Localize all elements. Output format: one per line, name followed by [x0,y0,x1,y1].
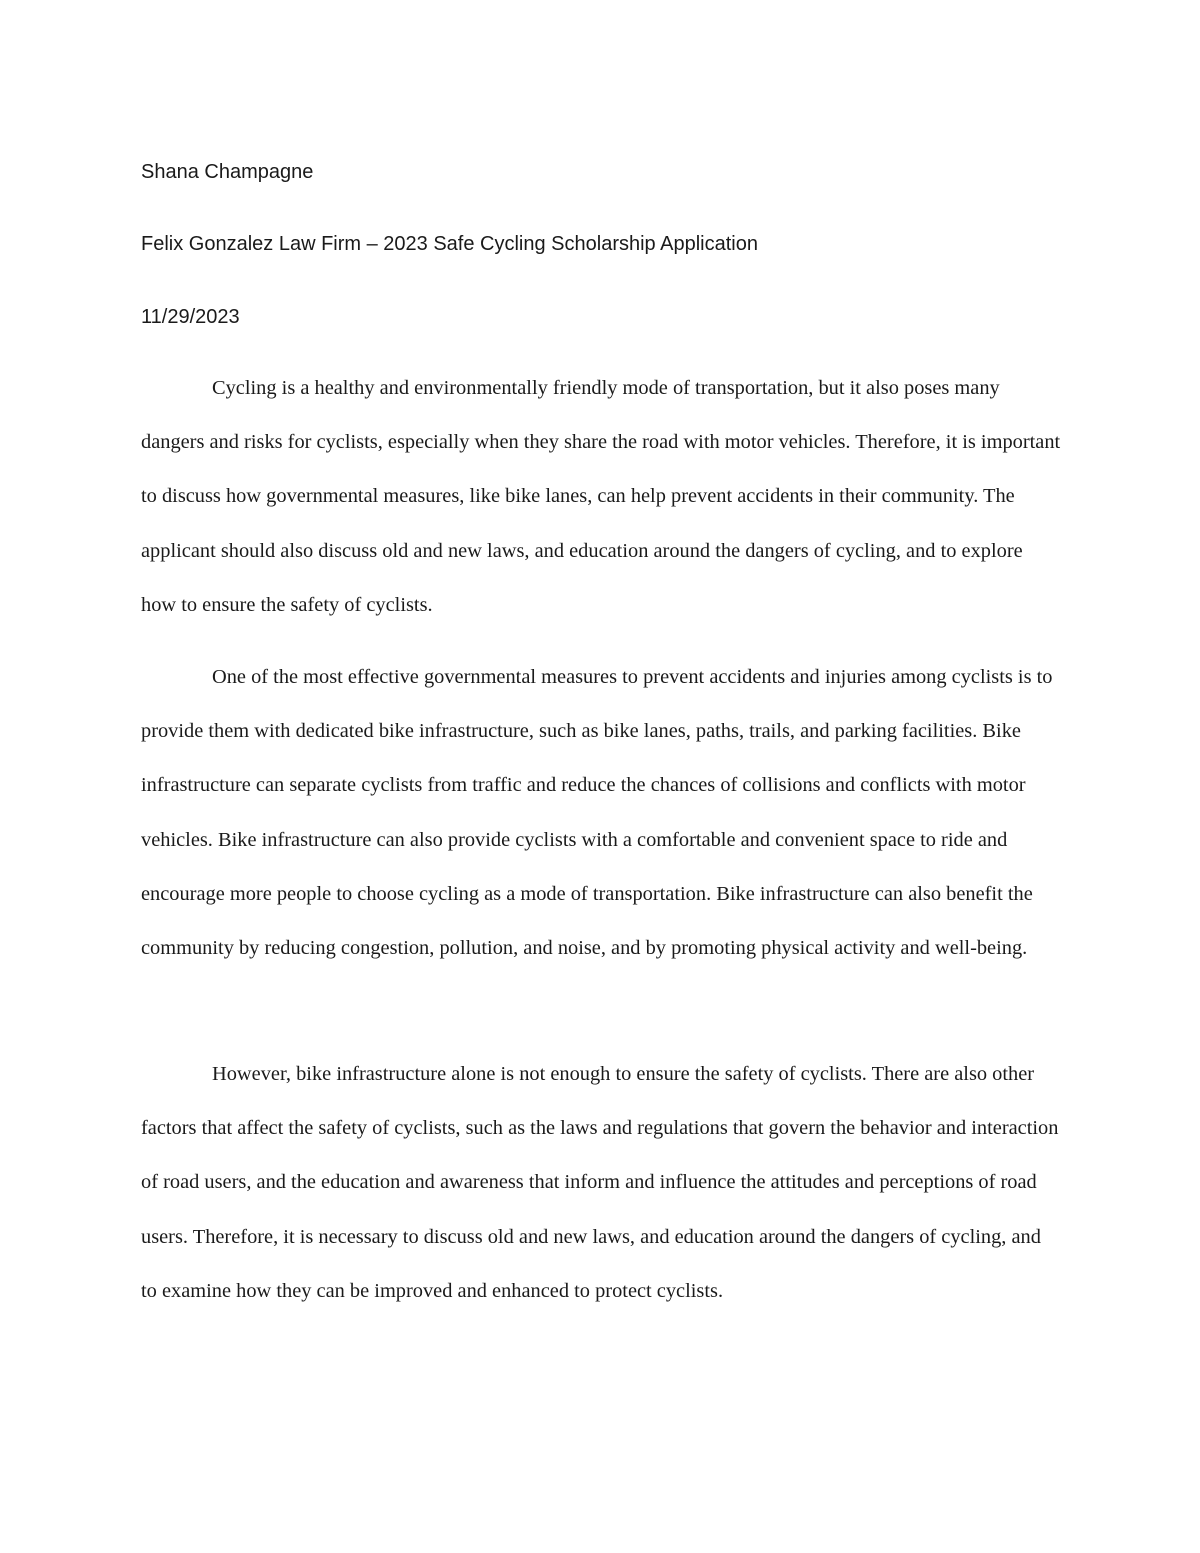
paragraph-2: One of the most effective governmental measures to prevent accidents and injuries among cyclists is to provide them with dedicated bike infrastructure, such as bike lanes, paths, trails, and parking facilities. Bike infrastructure can separate cyclists from traffic and reduce the chances of collisions and conflicts with motor vehicles. Bike infrastructure can also provide cyclists with a comfortable and convenient space to ride and encourage more people to choose cycling as a mode of transportation. Bike infrastructure can also benefit the community by reducing congestion, pollution, and noise, and by promoting physical activity and well-being. [141,666,1053,960]
document-date: 11/29/2023 [141,306,240,328]
author-name: Shana Champagne [141,161,314,183]
document-title: Felix Gonzalez Law Firm – 2023 Safe Cycling Scholarship Application [141,233,758,255]
paragraph-1: Cycling is a healthy and environmentally friendly mode of transportation, but it also poses many dangers and risks for cyclists, especially when they share the road with motor vehicles. Therefore, it is important to discuss how governmental measures, like bike lanes, can help prevent accidents in their community. The applicant should also discuss old and new laws, and education around the dangers of cycling, and to explore how to ensure the safety of cyclists. [141,377,1061,616]
paragraph-3: However, bike infrastructure alone is not enough to ensure the safety of cyclists. There are also other factors that affect the safety of cyclists, such as the laws and regulations that govern the behavior and interaction of road users, and the education and awareness that inform and influence the attitudes and perceptions of road users. Therefore, it is necessary to discuss old and new laws, and education around the dangers of cycling, and to examine how they can be improved and enhanced to protect cyclists. [141,1063,1059,1302]
